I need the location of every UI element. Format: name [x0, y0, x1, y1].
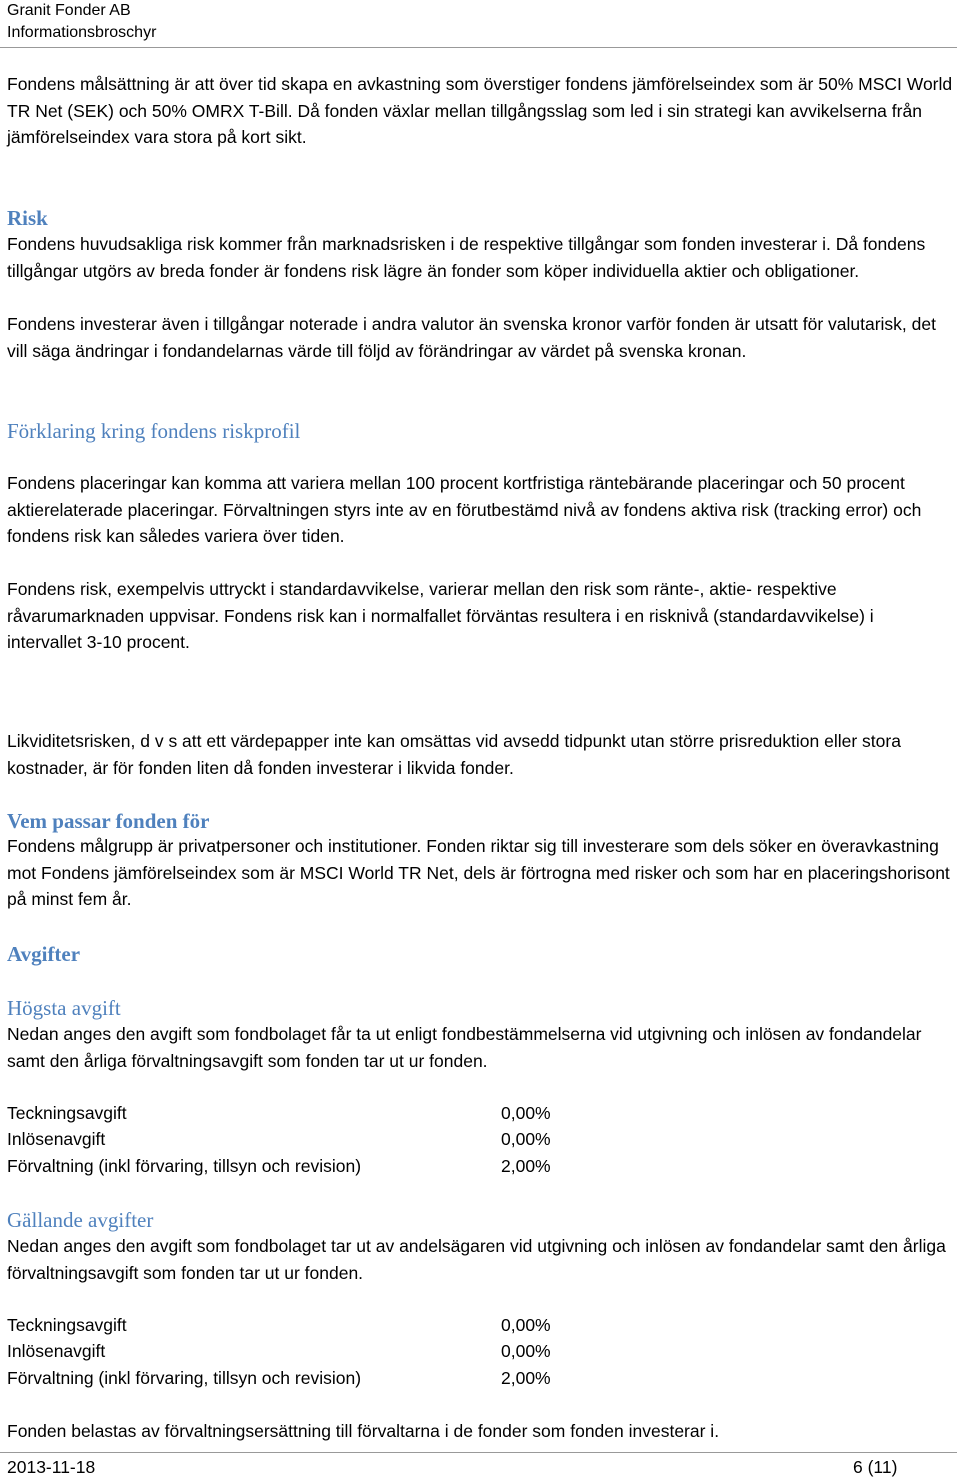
fee-value: 0,00%	[501, 1103, 551, 1123]
footer-date: 2013-11-18	[7, 1457, 96, 1477]
company-name: Granit Fonder AB	[7, 2, 131, 19]
gallande-avgifter-heading: Gällande avgifter	[7, 1208, 154, 1232]
fee-label: Teckningsavgift	[7, 1103, 127, 1123]
hogsta-avgift-heading: Högsta avgift	[7, 996, 121, 1020]
fee-label: Förvaltning (inkl förvaring, tillsyn och revision)	[7, 1368, 362, 1388]
fee-label: Inlösenavgift	[7, 1341, 106, 1361]
fee-label: Förvaltning (inkl förvaring, tillsyn och revision)	[7, 1156, 362, 1176]
risk-paragraph-1: Fondens huvudsakliga risk kommer från marknadsrisken i de respektive tillgångar som fonden investerar i. Då fondens tillgångar utgörs av breda fonder är fondens risk lägre än fonder som köper individuella aktier och obligationer.	[7, 234, 926, 281]
risk-heading: Risk	[7, 206, 48, 230]
malgrupp-heading: Vem passar fonden för	[7, 809, 210, 833]
avgifter-heading: Avgifter	[7, 942, 81, 966]
hogsta-avgift-paragraph: Nedan anges den avgift som fondbolaget får ta ut enligt fondbestämmelserna vid utgivning och inlösen av fondandelar samt den årliga förvaltningsavgift som fonden tar ut ur fonden.	[7, 1024, 922, 1071]
fee-value: 0,00%	[501, 1315, 551, 1335]
riskprofil-heading: Förklaring kring fondens riskprofil	[7, 419, 301, 443]
gallande-avgifter-paragraph: Nedan anges den avgift som fondbolaget tar ut av andelsägaren vid utgivning och inlösen av fondandelar samt den årliga förvaltningsavgift som fonden tar ut ur fonden.	[7, 1236, 946, 1283]
fee-value: 0,00%	[501, 1341, 551, 1361]
page-number: 6 (11)	[853, 1457, 898, 1477]
header-divider	[0, 47, 957, 48]
fee-value: 0,00%	[501, 1129, 551, 1149]
fee-value: 2,00%	[501, 1156, 551, 1176]
fee-row	[7, 1126, 567, 1152]
footer-divider	[0, 1452, 957, 1453]
fee-row	[7, 1338, 567, 1364]
fee-row	[7, 1365, 567, 1391]
fee-row	[7, 1153, 567, 1179]
fee-row	[7, 1100, 567, 1126]
document-type: Informationsbroschyr	[7, 24, 157, 41]
intro-paragraph: Fondens målsättning är att över tid skapa en avkastning som överstiger fondens jämförelseindex som är 50% MSCI World TR Net (SEK) och 50% OMRX T-Bill. Då fonden växlar mellan tillgångsslag som led i sin strategi kan avvikelserna från jämförelseindex vara stora på kort sikt.	[7, 74, 953, 147]
fee-value: 2,00%	[501, 1368, 551, 1388]
fee-label: Teckningsavgift	[7, 1315, 127, 1335]
malgrupp-paragraph: Fondens målgrupp är privatpersoner och institutioner. Fonden riktar sig till investerare som dels söker en överavkastning mot Fondens jämförelseindex som är MSCI World TR Net, dels är förtrogna med risker och som har en placeringshorisont på minst fem år.	[7, 836, 950, 909]
risk-paragraph-2: Fondens investerar även i tillgångar noterade i andra valutor än svenska kronor varför fonden är utsatt för valutarisk, det vill säga ändringar i fondandelarnas värde till följd av förändringar av värdet på svenska kronan.	[7, 314, 936, 361]
riskprofil-paragraph-2: Fondens risk, exempelvis uttryckt i standardavvikelse, varierar mellan den risk som ränte-, aktie- respektive råvarumarknaden uppvisar. Fondens risk kan i normalfallet förväntas resultera i en risknivå (standardavvikelse) i intervallet 3-10 procent.	[7, 579, 874, 652]
riskprofil-paragraph-1: Fondens placeringar kan komma att variera mellan 100 procent kortfristiga räntebärande placeringar och 50 procent aktierelaterade placeringar. Förvaltningen styrs inte av en förutbestämd nivå av fondens aktiva risk (tracking error) och fondens risk kan således variera över tiden.	[7, 473, 922, 546]
fee-row	[7, 1312, 567, 1338]
avgifter-note: Fonden belastas av förvaltningsersättning till förvaltarna i de fonder som fonden investerar i.	[7, 1421, 720, 1441]
page-header	[7, 0, 957, 44]
fee-label: Inlösenavgift	[7, 1129, 106, 1149]
likviditet-paragraph: Likviditetsrisken, d v s att ett värdepapper inte kan omsättas vid avsedd tidpunkt utan större prisreduktion eller stora kostnader, är för fonden liten då fonden investerar i likvida fonder.	[7, 731, 901, 778]
